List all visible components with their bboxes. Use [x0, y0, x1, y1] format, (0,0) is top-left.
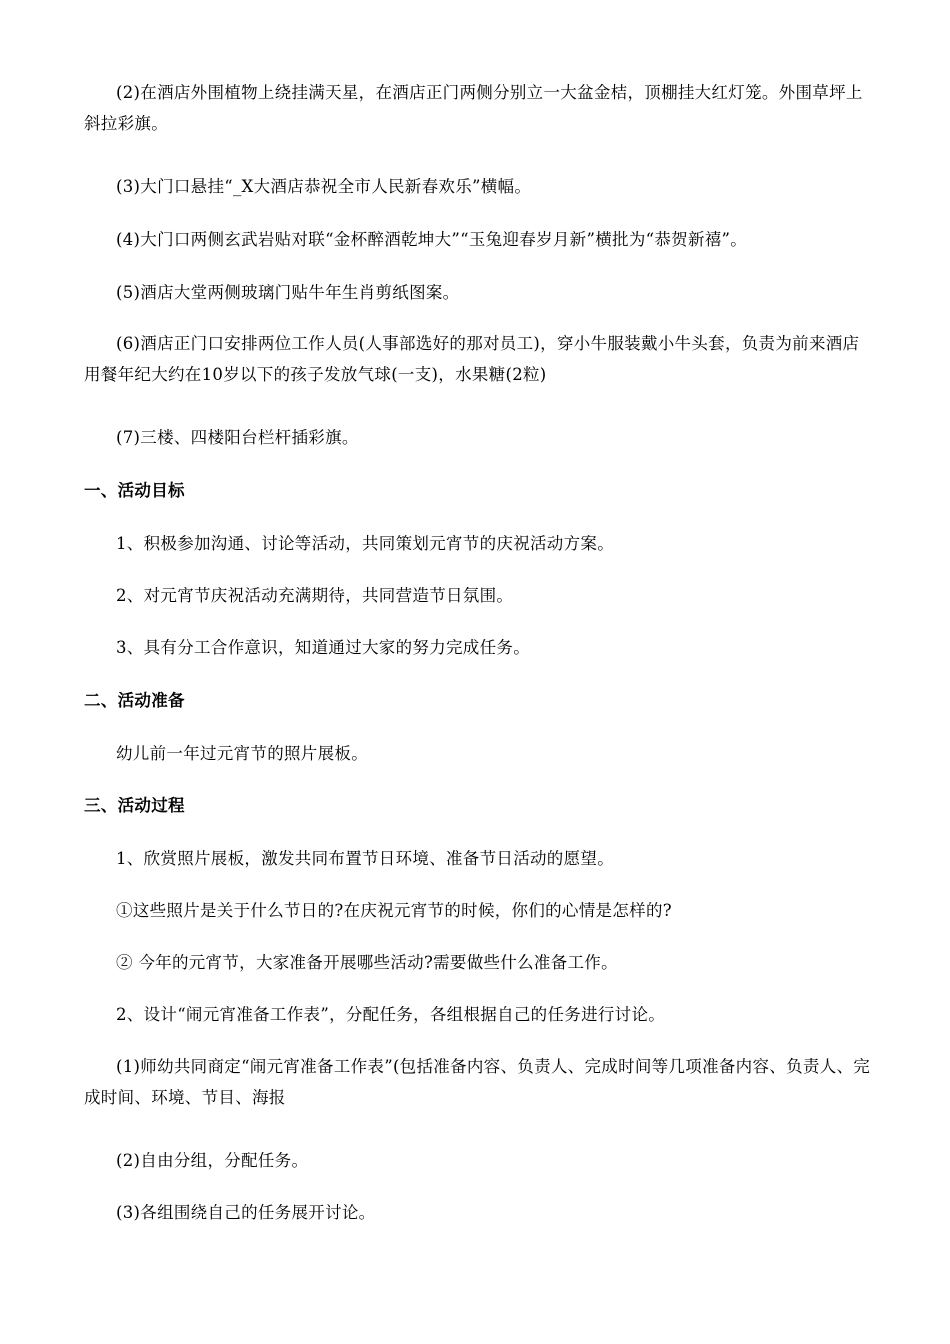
goal-item-2: 2、对元宵节庆祝活动充满期待，共同营造节日氛围。	[116, 586, 514, 605]
paragraph-decoration-6: (6)酒店正门口安排两位工作人员(人事部选好的那对员工)，穿小牛服装戴小牛头套，负责为前来酒店用餐年纪大约在10岁以下的孩子发放气球(一支)，水果糖(2粒)	[84, 334, 860, 384]
process-item-1: 1、欣赏照片展板，激发共同布置节日环境、准备节日活动的愿望。	[116, 849, 614, 868]
section-heading-goals: 一、活动目标	[84, 481, 185, 500]
goal-item-3: 3、具有分工合作意识，知道通过大家的努力完成任务。	[116, 638, 530, 657]
paragraph-decoration-5: (5)酒店大堂两侧玻璃门贴牛年生肖剪纸图案。	[116, 283, 460, 302]
paragraph-decoration-2: (2)在酒店外围植物上绕挂满天星，在酒店正门两侧分别立一大盆金桔，顶棚挂大红灯笼。外围草坪上斜拉彩旗。	[84, 83, 863, 133]
paragraph-decoration-3: (3)大门口悬挂“_X大酒店恭祝全市人民新春欢乐”横幅。	[116, 177, 532, 196]
goal-item-1: 1、积极参加沟通、讨论等活动，共同策划元宵节的庆祝活动方案。	[116, 534, 614, 553]
section-heading-process: 三、活动过程	[84, 796, 185, 815]
process-question-2: ② 今年的元宵节，大家准备开展哪些活动?需要做些什么准备工作。	[116, 953, 618, 972]
paragraph-decoration-4: (4)大门口两侧玄武岩贴对联“金杯醉酒乾坤大”“玉兔迎春岁月新”横批为“恭贺新禧”。	[116, 230, 748, 249]
process-subitem-1: (1)师幼共同商定“闹元宵准备工作表”(包括准备内容、负责人、完成时间等几项准备内容、负责人、完成时间、环境、节目、海报	[84, 1057, 871, 1107]
process-subitem-2: (2)自由分组，分配任务。	[116, 1151, 309, 1170]
process-question-1: ①这些照片是关于什么节日的?在庆祝元宵节的时候，你们的心情是怎样的?	[116, 901, 672, 920]
section-heading-preparation: 二、活动准备	[84, 691, 185, 710]
process-subitem-3: (3)各组围绕自己的任务展开讨论。	[116, 1203, 376, 1222]
process-item-2: 2、设计“闹元宵准备工作表”，分配任务，各组根据自己的任务进行讨论。	[116, 1005, 666, 1024]
preparation-item-1: 幼儿前一年过元宵节的照片展板。	[116, 744, 368, 763]
paragraph-decoration-7: (7)三楼、四楼阳台栏杆插彩旗。	[116, 428, 359, 447]
